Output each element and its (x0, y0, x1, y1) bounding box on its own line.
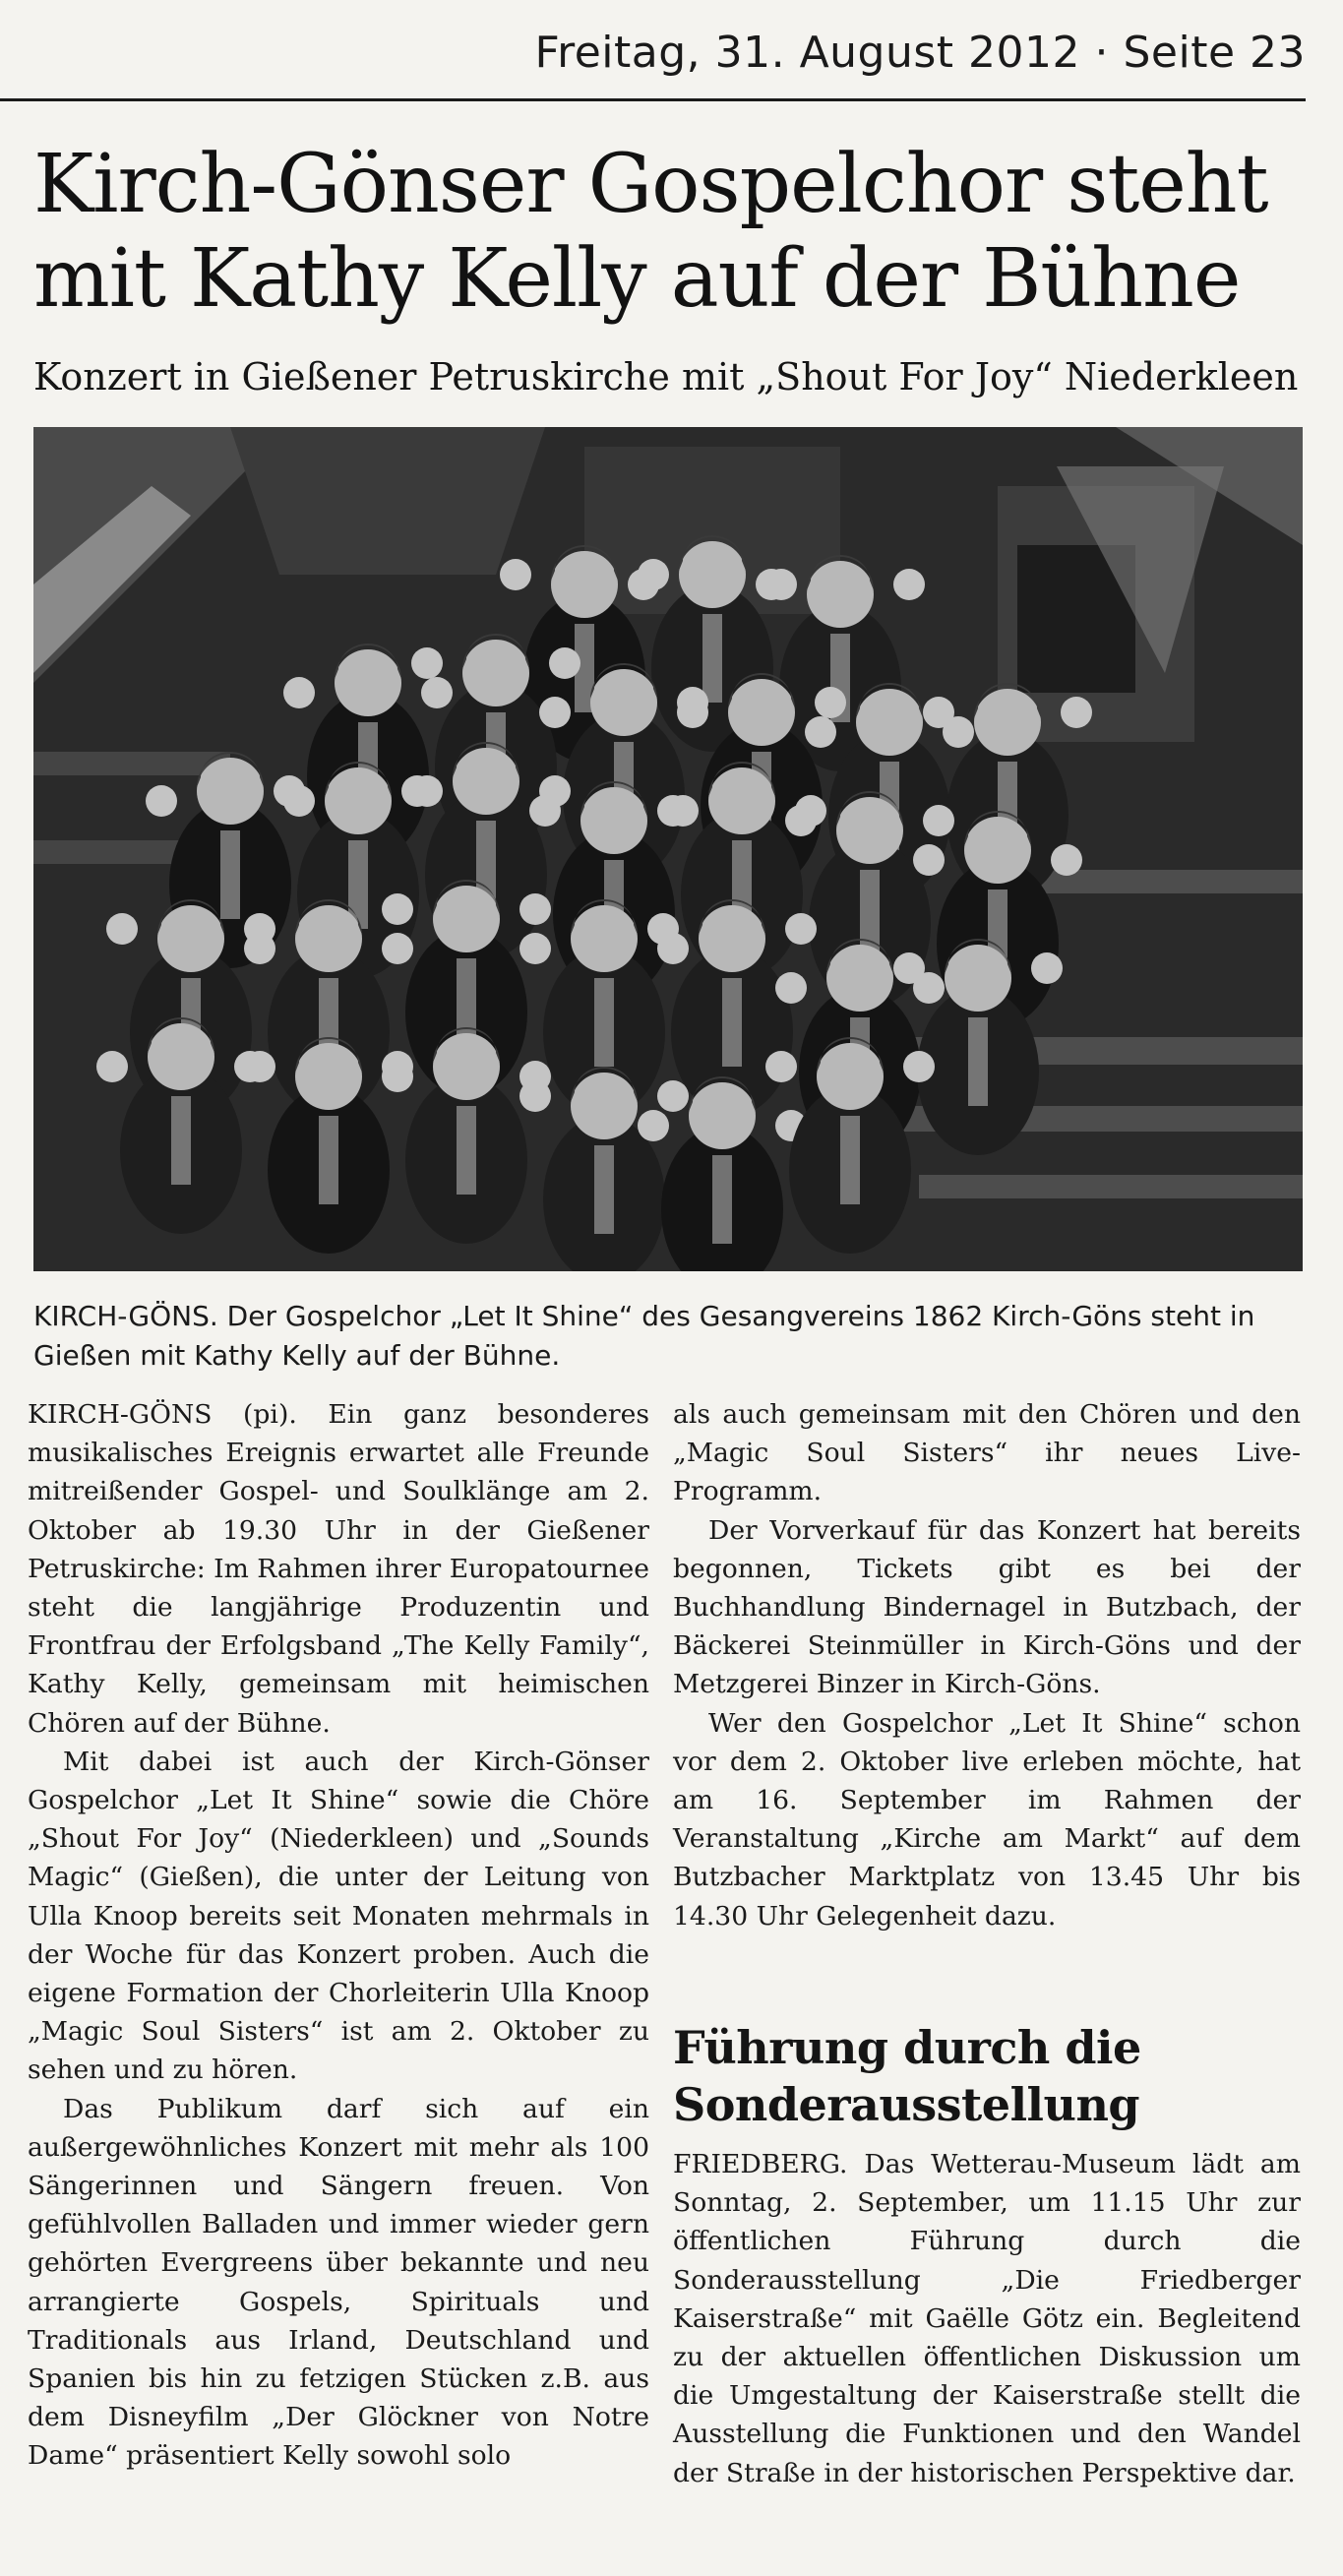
choir-member-hand (923, 805, 954, 836)
choir-member-hand (529, 795, 561, 827)
choir-member-scarf (712, 1155, 732, 1244)
choir-member-hand (775, 972, 807, 1004)
choir-member-hand (1061, 697, 1092, 728)
article-column-2 (673, 1395, 1301, 1935)
choir-member-hand (638, 1110, 669, 1141)
choir-member-head (433, 1033, 500, 1100)
choir-member-hand (913, 844, 945, 876)
choir-member-head (148, 1023, 214, 1090)
choir-member-hand (785, 805, 817, 836)
choir-member-hand (519, 893, 551, 925)
choir-member-head (807, 561, 874, 628)
choir-member-hand (146, 785, 177, 817)
article-paragraph: Mit dabei ist auch der Kirch-Gönser Gospelchor „Let It Shine“ sowie die Chöre „Shout For Joy“ (Niederkleen) und „Sounds Magic“ (Gießen), die unter der Leitung von Ulla Knoop bereits seit Monaten mehrmals in der Woche für das Konzert proben. Auch die eigene Formation der Chorleiterin Ulla Knoop „Magic Soul Sisters“ ist am 2. Oktober zu sehen und zu hören. (28, 1746, 649, 2086)
choir-member-head (590, 669, 657, 736)
choir-member-hand (519, 933, 551, 964)
choir-member-hand (657, 1080, 689, 1112)
second-article-body (673, 2145, 1301, 2492)
choir-member-hand (96, 1051, 128, 1082)
choir-member-hand (382, 933, 413, 964)
choir-member-hand (411, 647, 443, 679)
choir-member-hand (106, 913, 138, 945)
header-rule (0, 98, 1306, 101)
choir-member-head (728, 679, 795, 746)
choir-member-scarf (722, 978, 742, 1067)
choir-member-hand (657, 795, 689, 827)
choir-photo (33, 427, 1303, 1271)
choir-member-scarf (702, 614, 722, 703)
choir-member-head (689, 1082, 756, 1149)
choir-member-head (580, 787, 647, 854)
article-paragraph: als auch gemeinsam mit den Chören und den „Magic Soul Sisters“ ihr neues Live-Programm. (673, 1399, 1301, 1507)
choir-member-hand (805, 716, 836, 748)
choir-member-hand (893, 952, 925, 984)
choir-member-hand (500, 559, 531, 590)
choir-member-hand (765, 1051, 797, 1082)
choir-member-head (826, 945, 893, 1012)
choir-member-head (295, 905, 362, 972)
choir-member-head (945, 945, 1011, 1012)
second-article-headline: Führung durch die Sonderausstellung (673, 2021, 1141, 2131)
choir-member-head (295, 1043, 362, 1110)
photo-caption: KIRCH-GÖNS. Der Gospelchor „Let It Shine“ des Gesangvereins 1862 Kirch-Göns steht in Gießen mit Kathy Kelly auf der Bühne. (33, 1300, 1255, 1372)
choir-member-head (551, 551, 618, 618)
choir-member-hand (756, 569, 787, 600)
choir-member-scarf (968, 1017, 988, 1106)
choir-member-hand (815, 687, 846, 718)
choir-member-head (817, 1043, 884, 1110)
article-subheadline: Konzert in Gießener Petruskirche mit „Shout For Joy“ Niederkleen (33, 355, 1299, 399)
choir-member-hand (647, 913, 679, 945)
choir-member-head (571, 905, 638, 972)
choir-member-head (335, 649, 401, 716)
article-paragraph: KIRCH-GÖNS (pi). Ein ganz besonderes musikalisches Ereignis erwartet alle Freunde mitreißender Gospel- und Soulklänge am 2. Oktober ab 19.30 Uhr in der Gießener Petruskirche: Im Rahmen ihrer Europatournee steht die langjährige Produzentin und Frontfrau der Erfolgsband „The Kelly Family“, Kathy Kelly, gemeinsam mit heimischen Chören auf der Bühne. (28, 1399, 649, 1739)
article-column-1 (28, 1395, 649, 2476)
choir-member-hand (244, 1051, 275, 1082)
choir-member-hand (539, 697, 571, 728)
choir-member-head (325, 767, 392, 834)
choir-member-hand (519, 1080, 551, 1112)
choir-member-head (157, 905, 224, 972)
choir-member-hand (244, 933, 275, 964)
dateline: Freitag, 31. August 2012 · Seite 23 (534, 28, 1306, 78)
choir-member-head (836, 797, 903, 864)
choir-member-head (462, 640, 529, 706)
choir-member-hand (903, 1051, 935, 1082)
article-paragraph: Wer den Gospelchor „Let It Shine“ schon vor dem 2. Oktober live erleben möchte, hat am 16. September im Rahmen der Veranstaltung „Kirche am Markt“ auf dem Butzbacher Marktplatz von 13.45 Uhr bis 14.30 Uhr Gelegenheit dazu. (673, 1707, 1301, 1932)
choir-member-scarf (220, 830, 240, 919)
choir-member-head (571, 1073, 638, 1139)
choir-member-head (699, 905, 765, 972)
choir-member-hand (1031, 952, 1063, 984)
choir-member-head (856, 689, 923, 756)
article-paragraph: FRIEDBERG. Das Wetterau-Museum lädt am Sonntag, 2. September, um 11.15 Uhr zur öffentlichen Führung durch die Sonderausstellung „Die Friedberger Kaiserstraße“ mit Gaëlle Götz ein. Begleitend zu der aktuellen öffentlichen Diskussion um die Umgestaltung der Kaiserstraße stellt die Ausstellung die Funktionen und den Wandel der Straße in der historischen Perspektive dar. (673, 2149, 1301, 2488)
choir-member-hand (283, 677, 315, 708)
choir-member-hand (421, 677, 453, 708)
article-paragraph: Der Vorverkauf für das Konzert hat bereits begonnen, Tickets gibt es bei der Buchhandlung Bindernagel in Butzbach, der Bäckerei Steinmüller in Kirch-Göns und der Metzgerei Binzer in Kirch-Göns. (673, 1514, 1301, 1700)
choir-member-head (679, 541, 746, 608)
choir-member-scarf (319, 1116, 338, 1204)
choir-member-head (197, 758, 264, 825)
choir-member-hand (274, 775, 305, 807)
choir-member-head (964, 817, 1031, 884)
article-headline: Kirch-Gönser Gospelchor steht mit Kathy Kelly auf der Bühne (33, 138, 1268, 326)
choir-member-scarf (594, 1145, 614, 1234)
choir-member-scarf (840, 1116, 860, 1204)
choir-member-hand (549, 647, 580, 679)
choir-member-head (708, 767, 775, 834)
article-paragraph: Das Publikum darf sich auf ein außergewöhnliches Konzert mit mehr als 100 Sängerinnen und Sängern freuen. Von gefühlvollen Balladen und immer wieder gern gehörten Evergreens über bekannte und neu arrangierte Gospels, Spirituals und Traditionals aus Irland, Deutschland und Spanien bis hin zu fetzigen Stücken z.B. aus dem Disneyfilm „Der Glöckner von Notre Dame“ präsentiert Kelly sowohl solo (28, 2093, 649, 2472)
choir-member-hand (401, 775, 433, 807)
choir-member-scarf (594, 978, 614, 1067)
choir-photo-illustration (33, 427, 1303, 1271)
choir-member-hand (1051, 844, 1082, 876)
choir-member-hand (382, 1061, 413, 1092)
choir-member-scarf (457, 1106, 476, 1195)
choir-member-head (974, 689, 1041, 756)
choir-member-hand (785, 913, 817, 945)
choir-member-hand (628, 569, 659, 600)
choir-member-scarf (171, 1096, 191, 1185)
choir-member-hand (923, 697, 954, 728)
choir-member-hand (382, 893, 413, 925)
choir-member-head (453, 748, 519, 815)
choir-member-hand (677, 687, 708, 718)
choir-member-hand (893, 569, 925, 600)
choir-member-head (433, 886, 500, 952)
